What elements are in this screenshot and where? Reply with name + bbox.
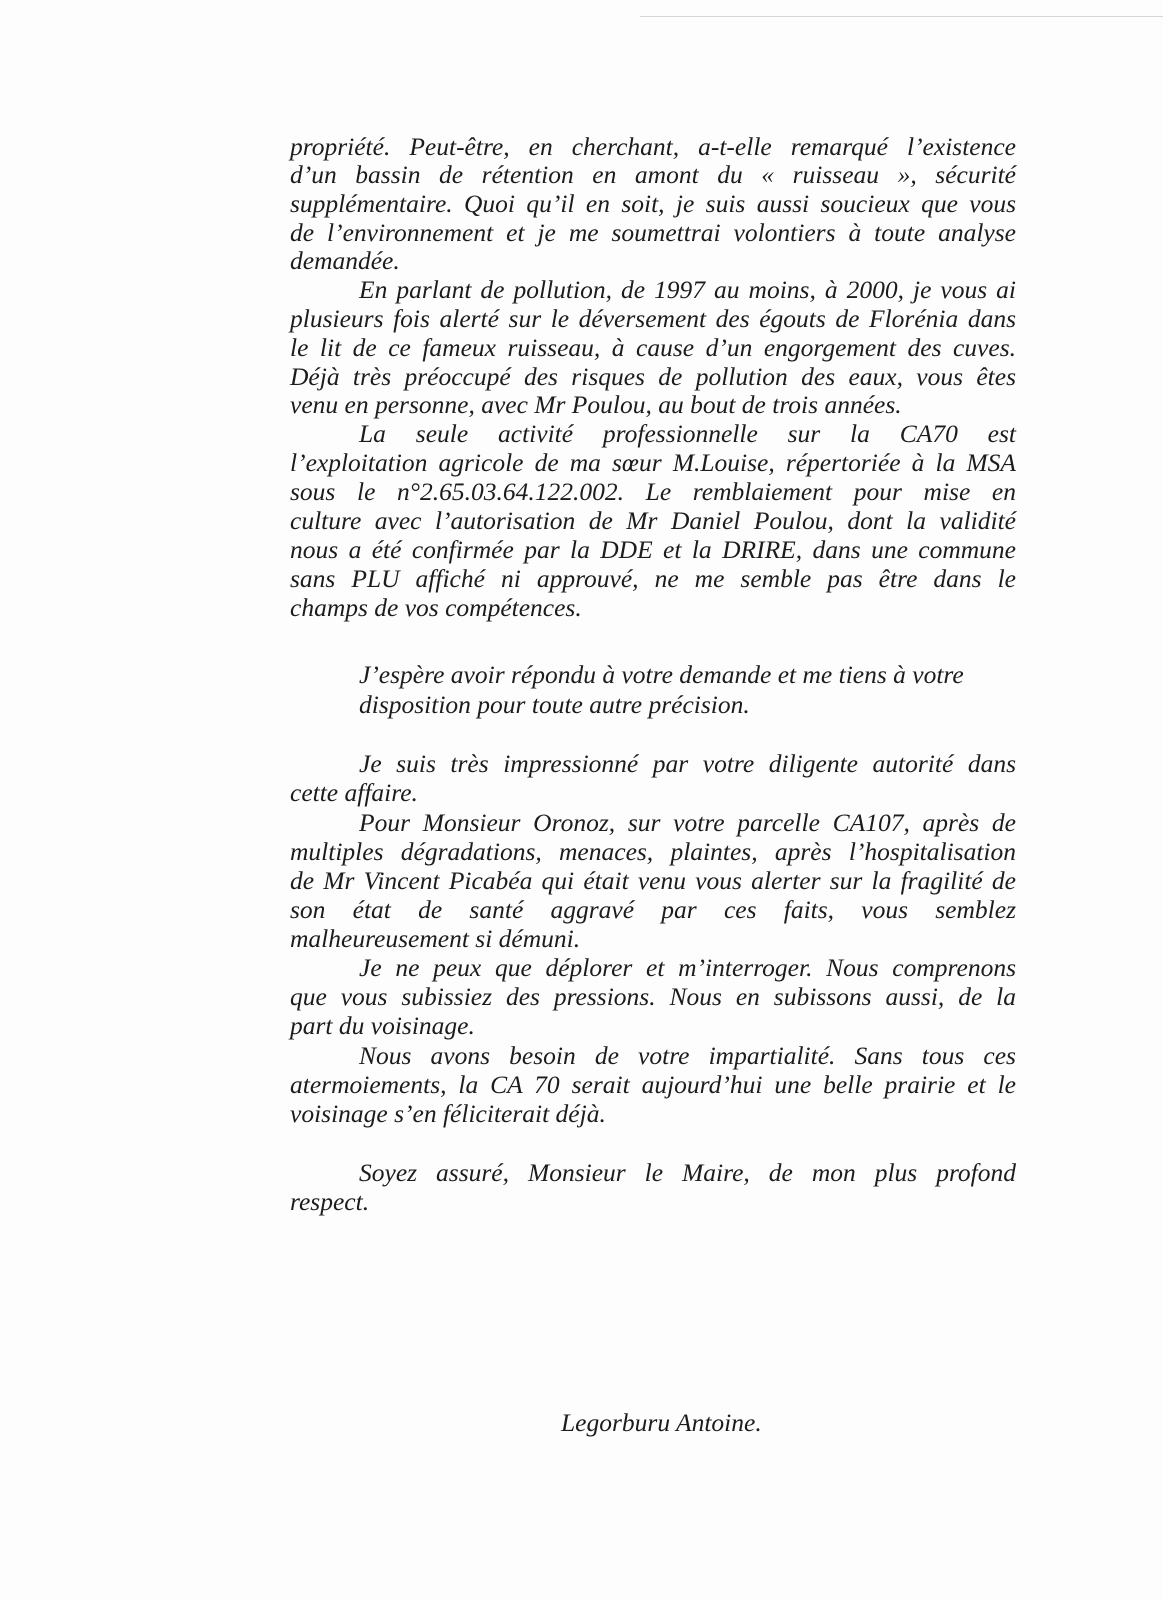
- scan-edge-line: [640, 16, 1163, 17]
- text-line: disposition pour toute autre précision.: [359, 690, 750, 719]
- text-line: Je suis très impressionné par votre diligente autorité dans: [359, 749, 1016, 778]
- text-line: demandée.: [290, 246, 400, 275]
- text-line: propriété. Peut-être, en cherchant, a-t-elle remarqué l’existence: [290, 132, 1016, 161]
- text-line: cette affaire.: [290, 778, 418, 807]
- text-line: Déjà très préoccupé des risques de pollution des eaux, vous êtes: [290, 362, 1016, 391]
- text-line: nous a été confirmée par la DDE et la DRIRE, dans une commune: [290, 535, 1016, 564]
- text-line: champs de vos compétences.: [290, 593, 582, 622]
- text-line: sous le n°2.65.03.64.122.002. Le remblaiement pour mise en: [290, 477, 1016, 506]
- text-line: d’un bassin de rétention en amont du « ruisseau », sécurité: [290, 160, 1016, 189]
- text-line: La seule activité professionnelle sur la CA70 est: [359, 419, 1016, 448]
- text-line: multiples dégradations, menaces, plaintes, après l’hospitalisation: [290, 837, 1016, 866]
- text-line: En parlant de pollution, de 1997 au moins, à 2000, je vous ai: [359, 275, 1016, 304]
- text-line: respect.: [290, 1187, 370, 1216]
- text-line: Nous avons besoin de votre impartialité. Sans tous ces: [359, 1041, 1016, 1070]
- text-line: malheureusement si démuni.: [290, 924, 581, 953]
- text-line: que vous subissiez des pressions. Nous en subissons aussi, de la: [290, 982, 1016, 1011]
- text-line: culture avec l’autorisation de Mr Daniel Poulou, dont la validité: [290, 506, 1016, 535]
- text-line: sans PLU affiché ni approuvé, ne me semble pas être dans le: [290, 564, 1016, 593]
- text-line: J’espère avoir répondu à votre demande et me tiens à votre: [359, 660, 964, 689]
- text-line: plusieurs fois alerté sur le déversement des égouts de Florénia dans: [290, 304, 1016, 333]
- text-line: part du voisinage.: [290, 1011, 475, 1040]
- text-line: son état de santé aggravé par ces faits, vous semblez: [290, 895, 1016, 924]
- text-line: Soyez assuré, Monsieur le Maire, de mon plus profond: [359, 1158, 1016, 1187]
- text-line: l’exploitation agricole de ma sœur M.Louise, répertoriée à la MSA: [290, 448, 1016, 477]
- text-line: voisinage s’en féliciterait déjà.: [290, 1099, 606, 1128]
- text-line: Je ne peux que déplorer et m’interroger. Nous comprenons: [359, 953, 1016, 982]
- text-line: atermoiements, la CA 70 serait aujourd’hui une belle prairie et le: [290, 1070, 1016, 1099]
- text-line: le lit de ce fameux ruisseau, à cause d’un engorgement des cuves.: [290, 333, 1016, 362]
- text-line: supplémentaire. Quoi qu’il en soit, je suis aussi soucieux que vous: [290, 189, 1016, 218]
- text-line: Pour Monsieur Oronoz, sur votre parcelle CA107, après de: [359, 808, 1016, 837]
- text-line: venu en personne, avec Mr Poulou, au bout de trois années.: [290, 390, 902, 419]
- signature: Legorburu Antoine.: [561, 1408, 762, 1437]
- text-line: de l’environnement et je me soumettrai volontiers à toute analyse: [290, 218, 1016, 247]
- text-line: de Mr Vincent Picabéa qui était venu vous alerter sur la fragilité de: [290, 866, 1016, 895]
